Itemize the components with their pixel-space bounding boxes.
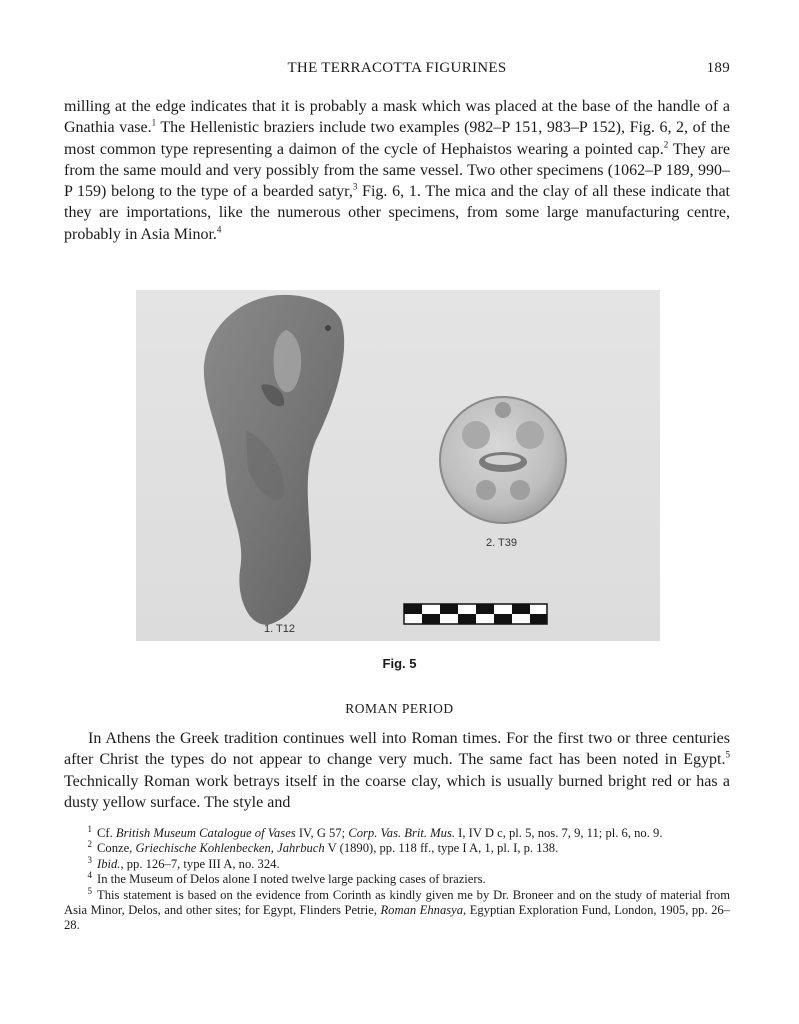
footnote-ref[interactable]: 1 — [151, 117, 157, 128]
citation-title: Griechische Kohlenbecken, Jahrbuch — [135, 841, 325, 856]
citation-title: Ibid. — [97, 856, 121, 871]
text-run: They are from the same mould and very possibly from the same vessel. Two other specimens (1062–P 189, 990–P 159) belong to the type of a bearded satyr, — [64, 140, 730, 201]
footnote-mark-number: 4 — [87, 870, 92, 881]
footnote-ref[interactable]: 5 — [725, 749, 730, 760]
citation-title: Roman Ehnasya — [380, 903, 464, 918]
citation-title: British Museum Catalogue of Vases — [115, 826, 296, 840]
running-head-title: THE TERRACOTTA FIGURINES — [287, 60, 507, 76]
text-run: The Hellenistic braziers include two examples (982–P 151, 983–P 152), Fig. 6, 2, of the most common type representing a daimon of the cycle of Hephaistos wearing a pointed cap. — [64, 119, 731, 158]
footnote-2 — [64, 841, 730, 856]
footnote-ref[interactable]: 3 — [352, 181, 358, 192]
footnote-mark-number: 3 — [87, 854, 92, 865]
running-head — [64, 60, 730, 80]
scale-bar — [404, 604, 547, 624]
text-run: This statement is based on the evidence from Corinth as kindly given me by Dr. Broneer and on the study of material from Asia Minor, Delos, and other sites; for Egypt, Flinders Petrie, — [64, 887, 730, 918]
footnote-4 — [64, 872, 730, 887]
footnote-ref[interactable]: 2 — [663, 139, 669, 150]
section-heading: ROMAN PERIOD — [345, 701, 454, 716]
fragment-disc — [440, 397, 566, 523]
footnote-mark — [64, 854, 97, 872]
text-run: In the Museum of Delos alone I noted twelve large packing cases of braziers. — [97, 872, 486, 887]
text-run: Technically Roman work betrays itself in the coarse clay, which is usually burned bright red or has a dusty yellow surface. The style and — [64, 772, 730, 811]
footnote-mark-number: 1 — [87, 823, 92, 834]
footnote-mark-number: 5 — [87, 885, 92, 896]
footnotes — [64, 823, 731, 934]
text-run: V (1890), pp. 118 ff., type I A, 1, pl. I, p. 138. — [324, 841, 559, 856]
figure-photograph — [136, 290, 660, 641]
footnote-mark — [64, 872, 97, 887]
fragment-mask — [204, 295, 344, 625]
page-number: 189 — [706, 60, 730, 76]
text-run: Conze, — [97, 841, 136, 856]
figure-caption: Fig. 5 — [382, 656, 417, 671]
footnote-mark — [64, 841, 97, 856]
text-run: I, IV D c, pl. 5, nos. 7, 9, 11; pl. 6, no. 9. — [455, 826, 663, 840]
citation-title: Corp. Vas. Brit. Mus. — [348, 826, 456, 840]
text-run: IV, G 57; — [295, 826, 349, 840]
footnote-mark — [64, 823, 97, 841]
figure-label-1: 1. T12 — [264, 623, 295, 635]
text-run: milling at the edge indicates that it is probably a mask which was placed at the base of the handle of a Gnathia vase. — [64, 98, 730, 137]
footnote-5 — [64, 885, 731, 934]
figure-label-2: 2. T39 — [486, 537, 517, 549]
footnote-mark — [64, 885, 97, 903]
paragraph-hellenistic — [64, 96, 730, 245]
footnote-ref[interactable]: 4 — [216, 224, 222, 235]
text-run: In Athens the Greek tradition continues well into Roman times. For the first two or three centuries after Christ the types do not appear to change very much. The same fact has been noted in Egypt. — [64, 730, 730, 769]
footnote-3 — [64, 854, 730, 872]
text-run: , pp. 126–7, type III A, no. 324. — [120, 856, 280, 871]
text-run: Fig. 6, 1. The mica and the clay of all these indicate that they are importations, like the numerous other specimens, from some large manufacturing centre, probably in Asia Minor. — [64, 183, 730, 243]
footnote-mark-number: 2 — [87, 839, 92, 850]
text-run: Cf. — [97, 826, 116, 840]
footnote-1 — [64, 823, 730, 841]
text-run: , Egyptian Exploration Fund, London, 1905, pp. 26–28. — [64, 903, 731, 933]
paragraph-roman — [64, 728, 730, 813]
